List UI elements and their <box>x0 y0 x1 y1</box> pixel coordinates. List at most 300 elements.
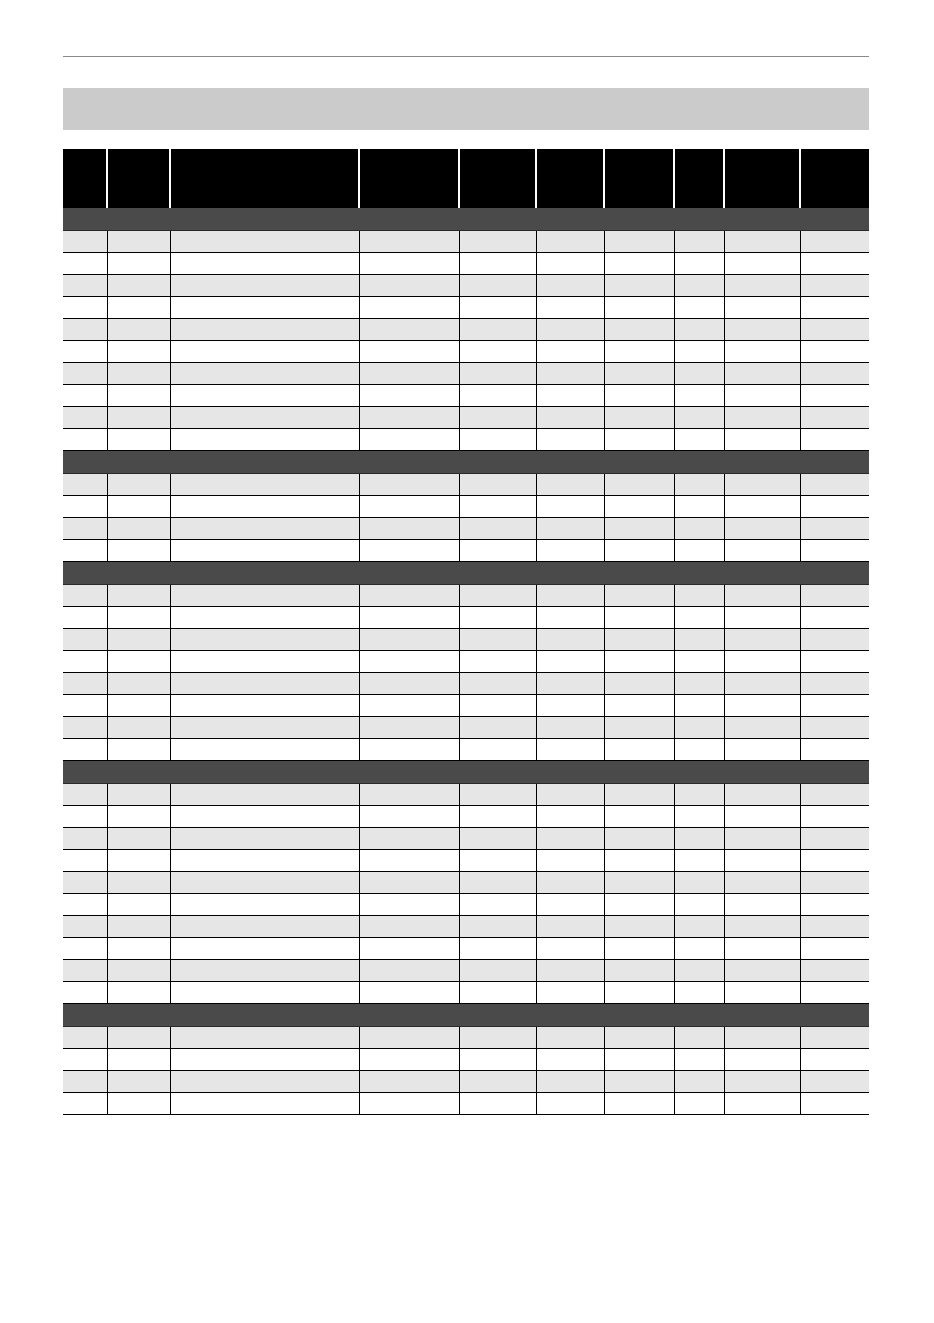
table-cell <box>536 717 604 739</box>
table-cell <box>536 1049 604 1071</box>
table-cell <box>604 1093 674 1115</box>
table-cell <box>170 938 359 960</box>
table-cell <box>536 496 604 518</box>
table-cell <box>170 894 359 916</box>
table-cell <box>604 828 674 850</box>
table-cell <box>800 739 869 761</box>
table-cell <box>724 960 800 982</box>
table-cell <box>459 739 536 761</box>
table-cell <box>604 717 674 739</box>
table-cell <box>674 1071 724 1093</box>
table-row <box>63 1071 869 1093</box>
table-cell <box>107 496 170 518</box>
table-cell <box>359 673 459 695</box>
table-cell <box>724 1049 800 1071</box>
table-cell <box>674 540 724 562</box>
table-cell <box>724 429 800 451</box>
table-row <box>63 828 869 850</box>
table-row <box>63 341 869 363</box>
table-cell <box>674 385 724 407</box>
table-cell <box>604 607 674 629</box>
table-cell <box>459 960 536 982</box>
table-cell <box>107 916 170 938</box>
table-cell <box>63 872 107 894</box>
table-cell <box>536 518 604 540</box>
table-cell <box>604 651 674 673</box>
table-cell <box>63 850 107 872</box>
table-cell <box>63 253 107 275</box>
table-row <box>63 916 869 938</box>
table-cell <box>459 474 536 496</box>
table-cell <box>107 1049 170 1071</box>
table-row <box>63 1093 869 1115</box>
table-row <box>63 651 869 673</box>
table-cell <box>459 717 536 739</box>
table-cell <box>604 319 674 341</box>
table-cell <box>604 784 674 806</box>
table-cell <box>536 1027 604 1049</box>
column-header <box>459 149 536 208</box>
table-row <box>63 872 869 894</box>
table-cell <box>604 540 674 562</box>
table-cell <box>536 341 604 363</box>
table-cell <box>724 739 800 761</box>
table-cell <box>724 518 800 540</box>
table-cell <box>536 916 604 938</box>
table-cell <box>459 1093 536 1115</box>
table-cell <box>170 739 359 761</box>
table-cell <box>674 872 724 894</box>
table-cell <box>63 739 107 761</box>
table-row <box>63 363 869 385</box>
table-cell <box>459 585 536 607</box>
table-cell <box>170 385 359 407</box>
table-cell <box>459 784 536 806</box>
table-cell <box>800 231 869 253</box>
table-cell <box>170 982 359 1004</box>
table-cell <box>604 385 674 407</box>
table-cell <box>359 363 459 385</box>
table-cell <box>63 629 107 651</box>
table-cell <box>459 540 536 562</box>
table-cell <box>359 385 459 407</box>
table-cell <box>800 651 869 673</box>
table-cell <box>63 518 107 540</box>
table-row <box>63 717 869 739</box>
table-cell <box>63 651 107 673</box>
table-cell <box>170 850 359 872</box>
table-cell <box>536 828 604 850</box>
table-cell <box>604 429 674 451</box>
table-cell <box>107 540 170 562</box>
table-cell <box>724 407 800 429</box>
table-cell <box>63 894 107 916</box>
table-cell <box>724 1071 800 1093</box>
table-cell <box>107 1027 170 1049</box>
table-cell <box>459 806 536 828</box>
section-header-row <box>63 1004 869 1027</box>
table-cell <box>459 518 536 540</box>
table-cell <box>63 1093 107 1115</box>
table-cell <box>63 319 107 341</box>
table-cell <box>536 297 604 319</box>
table-cell <box>63 784 107 806</box>
table-cell <box>459 850 536 872</box>
table-row <box>63 275 869 297</box>
table-cell <box>724 872 800 894</box>
table-cell <box>674 717 724 739</box>
table-row <box>63 540 869 562</box>
table-cell <box>724 828 800 850</box>
table-cell <box>536 407 604 429</box>
table-cell <box>170 1027 359 1049</box>
table-cell <box>604 341 674 363</box>
table-cell <box>674 784 724 806</box>
table-cell <box>674 1093 724 1115</box>
table-cell <box>359 231 459 253</box>
table-cell <box>724 784 800 806</box>
table-cell <box>63 297 107 319</box>
table-cell <box>107 850 170 872</box>
table-cell <box>107 739 170 761</box>
table-cell <box>800 253 869 275</box>
table-body <box>63 208 869 1115</box>
table-cell <box>63 407 107 429</box>
table-cell <box>359 474 459 496</box>
table-cell <box>800 695 869 717</box>
table-row <box>63 474 869 496</box>
table-cell <box>63 231 107 253</box>
table-cell <box>674 960 724 982</box>
table-row <box>63 518 869 540</box>
table-row <box>63 1049 869 1071</box>
table-cell <box>63 695 107 717</box>
table-cell <box>359 275 459 297</box>
table-cell <box>107 429 170 451</box>
table-cell <box>800 474 869 496</box>
table-cell <box>604 673 674 695</box>
table-cell <box>800 363 869 385</box>
table-cell <box>800 540 869 562</box>
table-cell <box>724 253 800 275</box>
column-header <box>107 149 170 208</box>
table-cell <box>107 474 170 496</box>
table-cell <box>107 275 170 297</box>
table-cell <box>63 607 107 629</box>
table-cell <box>604 916 674 938</box>
table-cell <box>359 1071 459 1093</box>
table-cell <box>604 872 674 894</box>
table-cell <box>170 960 359 982</box>
table-cell <box>359 1027 459 1049</box>
table-cell <box>674 474 724 496</box>
table-cell <box>63 828 107 850</box>
table-cell <box>107 695 170 717</box>
table-cell <box>604 695 674 717</box>
table-cell <box>724 607 800 629</box>
table-cell <box>724 297 800 319</box>
table-row <box>63 585 869 607</box>
table-header-row <box>63 149 869 208</box>
table-cell <box>536 363 604 385</box>
table-cell <box>107 806 170 828</box>
table-cell <box>359 982 459 1004</box>
table-cell <box>604 407 674 429</box>
table-row <box>63 297 869 319</box>
table-cell <box>170 231 359 253</box>
table-cell <box>107 673 170 695</box>
column-header <box>604 149 674 208</box>
table-cell <box>724 894 800 916</box>
table-cell <box>459 872 536 894</box>
table-cell <box>359 872 459 894</box>
column-header <box>536 149 604 208</box>
table-cell <box>170 275 359 297</box>
table-cell <box>800 938 869 960</box>
table-cell <box>170 828 359 850</box>
table-cell <box>459 1027 536 1049</box>
table-cell <box>604 275 674 297</box>
table-cell <box>459 828 536 850</box>
table-cell <box>107 607 170 629</box>
table-cell <box>63 717 107 739</box>
table-cell <box>536 385 604 407</box>
table-cell <box>170 673 359 695</box>
table-cell <box>63 806 107 828</box>
table-cell <box>604 894 674 916</box>
table-row <box>63 496 869 518</box>
table-cell <box>536 850 604 872</box>
table-cell <box>107 938 170 960</box>
table-cell <box>604 1027 674 1049</box>
table-cell <box>604 982 674 1004</box>
table-cell <box>674 518 724 540</box>
table-cell <box>674 828 724 850</box>
table-cell <box>604 297 674 319</box>
table-cell <box>359 894 459 916</box>
table-row <box>63 231 869 253</box>
table-cell <box>724 585 800 607</box>
table-cell <box>459 607 536 629</box>
table-cell <box>359 319 459 341</box>
table-cell <box>63 496 107 518</box>
table-cell <box>800 496 869 518</box>
table-cell <box>724 474 800 496</box>
table-cell <box>536 474 604 496</box>
table-cell <box>674 275 724 297</box>
table-cell <box>170 585 359 607</box>
section-label <box>63 1004 869 1027</box>
table-cell <box>674 253 724 275</box>
table-cell <box>63 982 107 1004</box>
table-cell <box>604 231 674 253</box>
table-cell <box>604 585 674 607</box>
table-cell <box>359 540 459 562</box>
table-cell <box>170 1093 359 1115</box>
table-cell <box>674 1049 724 1071</box>
table-cell <box>800 1027 869 1049</box>
table-row <box>63 982 869 1004</box>
table-cell <box>724 695 800 717</box>
table-cell <box>107 651 170 673</box>
table-row <box>63 629 869 651</box>
table-cell <box>63 673 107 695</box>
table-cell <box>536 585 604 607</box>
table-cell <box>674 850 724 872</box>
table-cell <box>459 363 536 385</box>
table-cell <box>459 297 536 319</box>
table-cell <box>674 806 724 828</box>
table-cell <box>604 739 674 761</box>
table-cell <box>359 806 459 828</box>
table-cell <box>107 585 170 607</box>
table-cell <box>674 363 724 385</box>
table-cell <box>359 828 459 850</box>
table-cell <box>800 894 869 916</box>
table-cell <box>674 629 724 651</box>
table-row <box>63 1027 869 1049</box>
table-cell <box>604 518 674 540</box>
table-cell <box>724 341 800 363</box>
section-header-row <box>63 562 869 585</box>
table-cell <box>170 717 359 739</box>
table-cell <box>170 540 359 562</box>
table-cell <box>724 717 800 739</box>
table-cell <box>459 894 536 916</box>
table-cell <box>724 540 800 562</box>
column-header <box>724 149 800 208</box>
table-cell <box>800 673 869 695</box>
table-cell <box>674 982 724 1004</box>
section-header-row <box>63 451 869 474</box>
table-row <box>63 429 869 451</box>
table-cell <box>800 717 869 739</box>
table-cell <box>724 496 800 518</box>
table-cell <box>170 872 359 894</box>
table-cell <box>800 1093 869 1115</box>
table-cell <box>459 651 536 673</box>
table-cell <box>107 385 170 407</box>
table-cell <box>536 695 604 717</box>
table-cell <box>359 695 459 717</box>
table-cell <box>724 982 800 1004</box>
table-cell <box>674 231 724 253</box>
table-cell <box>107 297 170 319</box>
table-cell <box>674 673 724 695</box>
table-cell <box>107 828 170 850</box>
table-cell <box>674 297 724 319</box>
table-cell <box>63 916 107 938</box>
table-cell <box>459 673 536 695</box>
table-cell <box>674 341 724 363</box>
table-cell <box>674 585 724 607</box>
table-cell <box>674 651 724 673</box>
table-cell <box>674 1027 724 1049</box>
table-cell <box>674 938 724 960</box>
table-cell <box>359 518 459 540</box>
table-cell <box>359 297 459 319</box>
table-cell <box>459 1049 536 1071</box>
table-cell <box>170 695 359 717</box>
table-cell <box>536 673 604 695</box>
table-cell <box>724 275 800 297</box>
table-cell <box>800 319 869 341</box>
table-row <box>63 850 869 872</box>
table-cell <box>724 319 800 341</box>
table-cell <box>63 275 107 297</box>
table-cell <box>359 784 459 806</box>
table-cell <box>170 784 359 806</box>
table-row <box>63 673 869 695</box>
table-cell <box>536 1093 604 1115</box>
table-cell <box>107 1071 170 1093</box>
table-cell <box>459 231 536 253</box>
table-cell <box>359 341 459 363</box>
table-cell <box>459 407 536 429</box>
table-cell <box>170 629 359 651</box>
table-cell <box>63 1049 107 1071</box>
table-cell <box>170 474 359 496</box>
table-cell <box>170 429 359 451</box>
section-header-row <box>63 208 869 231</box>
table-cell <box>800 1071 869 1093</box>
table-cell <box>674 319 724 341</box>
table-cell <box>604 474 674 496</box>
table-cell <box>604 806 674 828</box>
table-cell <box>536 784 604 806</box>
table-cell <box>536 607 604 629</box>
table-cell <box>536 231 604 253</box>
table-cell <box>604 1071 674 1093</box>
table-cell <box>170 496 359 518</box>
table-cell <box>724 806 800 828</box>
table-cell <box>459 496 536 518</box>
table-cell <box>359 938 459 960</box>
table-cell <box>536 319 604 341</box>
table-cell <box>107 319 170 341</box>
table-cell <box>170 518 359 540</box>
table-cell <box>604 629 674 651</box>
column-header <box>800 149 869 208</box>
table-row <box>63 784 869 806</box>
table-cell <box>674 429 724 451</box>
table-cell <box>604 1049 674 1071</box>
table-cell <box>459 385 536 407</box>
table-cell <box>63 1027 107 1049</box>
table-cell <box>63 385 107 407</box>
table-cell <box>107 960 170 982</box>
table-cell <box>536 806 604 828</box>
table-cell <box>674 894 724 916</box>
table-cell <box>604 363 674 385</box>
table-cell <box>724 1027 800 1049</box>
table-cell <box>674 607 724 629</box>
table-cell <box>459 429 536 451</box>
table-cell <box>170 341 359 363</box>
table-cell <box>63 1071 107 1093</box>
table-cell <box>63 429 107 451</box>
table-cell <box>674 916 724 938</box>
column-header <box>63 149 107 208</box>
table-cell <box>724 231 800 253</box>
table-cell <box>359 916 459 938</box>
top-rule <box>63 56 869 57</box>
table-cell <box>800 385 869 407</box>
table-cell <box>800 872 869 894</box>
column-header <box>359 149 459 208</box>
section-label <box>63 562 869 585</box>
table-row <box>63 607 869 629</box>
